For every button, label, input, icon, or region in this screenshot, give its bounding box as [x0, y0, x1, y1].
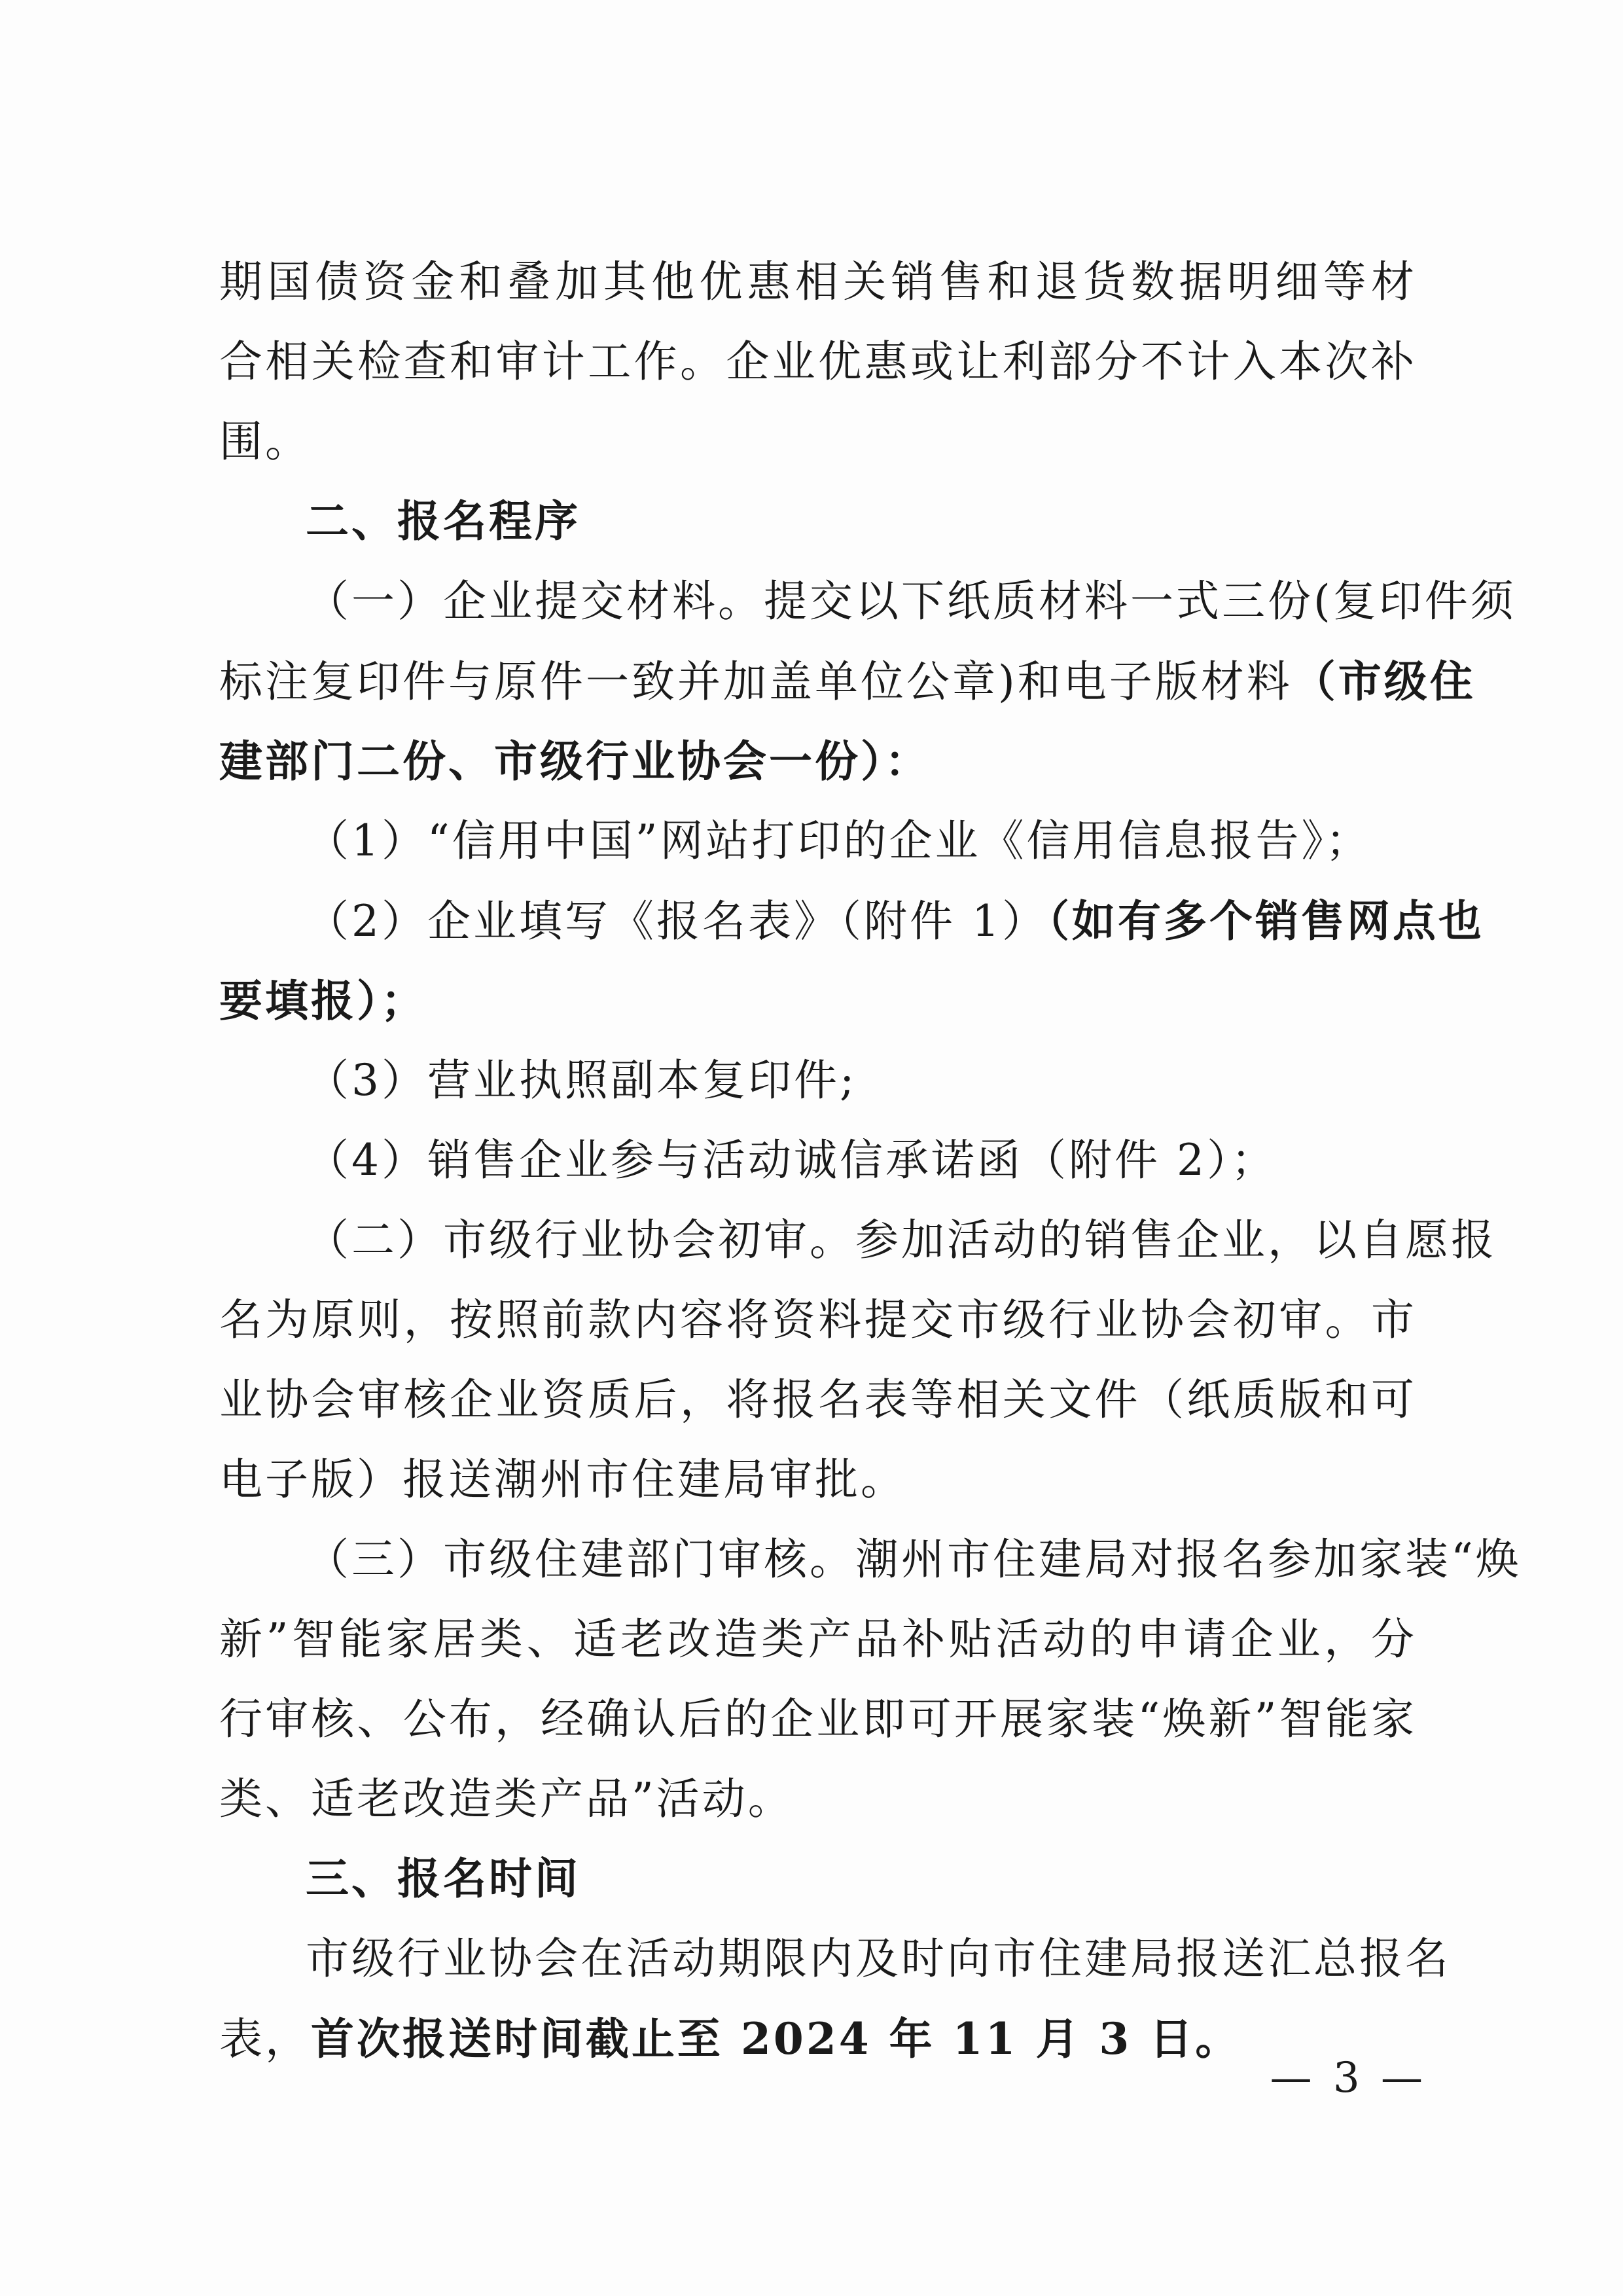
list-item-continuation — [219, 961, 1417, 1041]
bold-text: （如有多个销售网点也 — [1047, 895, 1484, 946]
section-heading-registration-time — [219, 1839, 1417, 1919]
paragraph-line — [219, 721, 1417, 801]
deadline-text: 首次报送时间截止至 2024 年 11 月 3 日。 — [311, 2013, 1241, 2064]
paragraph-line — [219, 1919, 1451, 1999]
paragraph-line — [219, 402, 1417, 482]
paragraph-line — [219, 1759, 1417, 1839]
list-item — [219, 1121, 1417, 1200]
paragraph-line — [219, 1600, 1417, 1679]
document-body — [219, 242, 1522, 2079]
text-line: 合相关检查和审计工作。企业优惠或让利部分不计入本次补 — [219, 336, 1417, 387]
section-heading-text: 三、报名时间 — [306, 1854, 580, 1904]
paragraph-line — [219, 1520, 1522, 1600]
text-line: （一）企业提交材料。提交以下纸质材料一式三份(复印件须 — [306, 576, 1516, 626]
text-line: （3）营业执照副本复印件; — [306, 1055, 857, 1105]
text-line: 新”智能家居类、适老改造类产品补贴活动的申请企业，分 — [219, 1614, 1417, 1664]
text-line: （2）企业填写《报名表》（附件 1） — [306, 896, 1048, 946]
bold-text: 建部门二份、市级行业协会一份）： — [219, 736, 931, 787]
paragraph-line — [219, 1360, 1417, 1440]
section-heading-registration-procedure — [219, 482, 1417, 562]
page-number: — 3 — — [1270, 2054, 1427, 2102]
paragraph-line — [219, 1200, 1497, 1280]
list-item — [219, 1041, 1417, 1121]
text-line: 电子版）报送潮州市住建局审批。 — [219, 1454, 906, 1505]
text-line: （4）销售企业参与活动诚信承诺函（附件 2）； — [306, 1135, 1277, 1185]
text-line: 业协会审核企业资质后，将报名表等相关文件（纸质版和可 — [219, 1374, 1417, 1425]
bold-text: （市级住 — [1292, 656, 1476, 707]
text-line: 市级行业协会在活动期限内及时向市住建局报送汇总报名 — [306, 1933, 1451, 1984]
list-item — [219, 881, 1484, 961]
text-line: 表， — [219, 2014, 311, 2064]
text-line: （三）市级住建部门审核。潮州市住建局对报名参加家装“焕 — [306, 1534, 1522, 1585]
text-line: 标注复印件与原件一致并加盖单位公章)和电子版材料 — [219, 656, 1293, 707]
text-line: 围。 — [219, 416, 311, 467]
text-line: 期国债资金和叠加其他优惠相关销售和退货数据明细等材 — [219, 257, 1417, 307]
paragraph-line — [219, 1999, 1417, 2079]
text-line: （1）“信用中国”网站打印的企业《信用信息报告》； — [306, 816, 1372, 866]
text-line: 行审核、公布，经确认后的企业即可开展家装“焕新”智能家 — [219, 1694, 1417, 1744]
paragraph-line — [219, 641, 1476, 721]
text-line: 类、适老改造类产品”活动。 — [219, 1774, 794, 1824]
list-item — [219, 801, 1417, 881]
paragraph-line — [219, 1280, 1417, 1360]
paragraph-line — [219, 1679, 1417, 1759]
section-heading-text: 二、报名程序 — [306, 496, 580, 547]
text-line: （二）市级行业协会初审。参加活动的销售企业，以自愿报 — [306, 1215, 1497, 1265]
bold-text: 要填报）； — [219, 975, 427, 1026]
paragraph-line — [219, 242, 1417, 322]
paragraph-line — [219, 1440, 1417, 1520]
text-line: 名为原则，按照前款内容将资料提交市级行业协会初审。市 — [219, 1295, 1417, 1345]
paragraph-line — [219, 322, 1417, 402]
paragraph-line — [219, 562, 1516, 641]
